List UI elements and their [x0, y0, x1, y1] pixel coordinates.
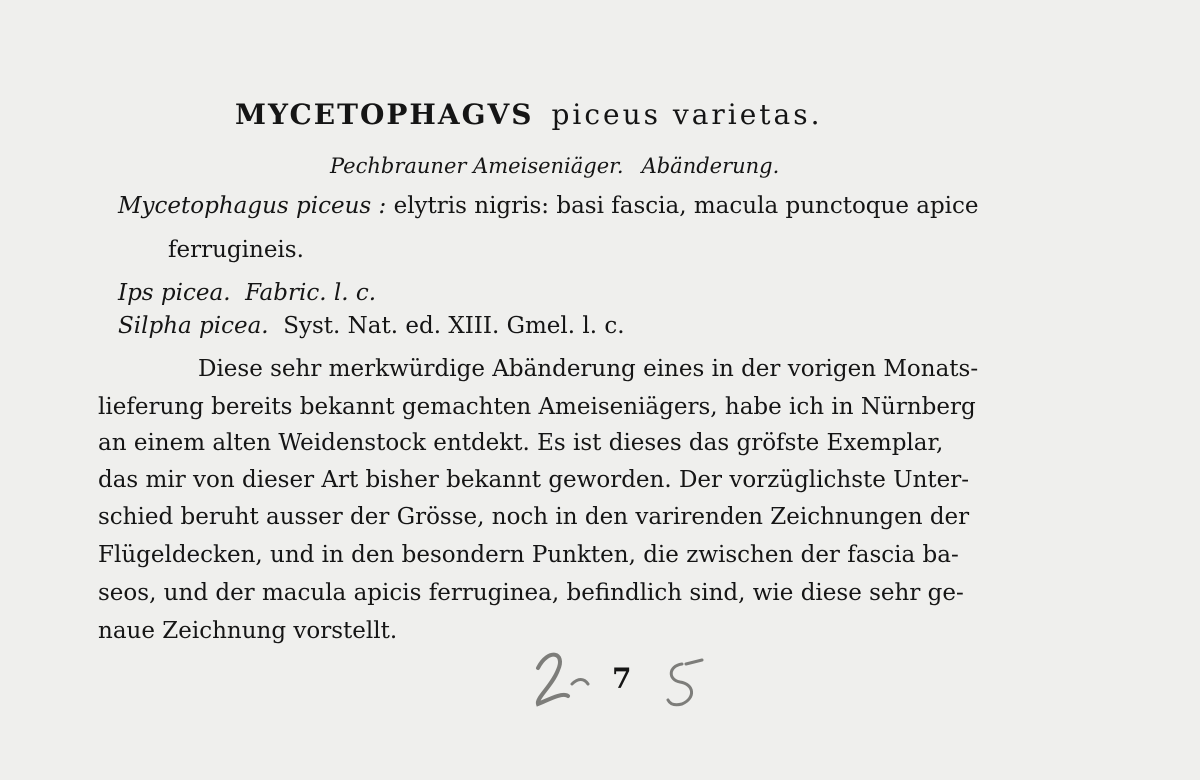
genus-name: MYCETOPHAGVS	[235, 98, 534, 131]
synonym-name: Mycetophagus piceus :	[118, 193, 387, 219]
paragraph-line: Diese sehr merkwürdige Abänderung eines in der vorigen Monats-	[198, 356, 979, 382]
paragraph-line: Flügeldecken, und in den besondern Punkten, die zwischen der fascia ba-	[98, 542, 959, 568]
paragraph-line: schied beruht ausser der Grösse, noch in den varirenden Zeichnungen der	[98, 504, 970, 530]
german-name: Pechbrauner Ameiseniäger.	[330, 154, 624, 178]
synonym-line	[118, 280, 376, 306]
synonym-continuation: ferrugineis.	[168, 237, 304, 263]
paragraph-line: lieferung bereits bekannt gemachten Ameiseniägers, habe ich in Nürnberg	[98, 394, 976, 420]
species-name: piceus varietas.	[551, 98, 823, 131]
synonym-description: Syst. Nat. ed. XIII. Gmel. l. c.	[283, 313, 625, 339]
synonym-description: elytris nigris: basi fascia, macula punctoque apice	[386, 193, 979, 219]
paragraph-line: an einem alten Weidenstock entdekt. Es ist dieses das gröfste Exemplar,	[98, 430, 944, 456]
german-subtitle	[330, 154, 779, 178]
species-title	[235, 98, 823, 131]
paragraph-line: seos, und der macula apicis ferruginea, befindlich sind, wie diese sehr ge-	[98, 580, 964, 606]
synonym-name: Ips picea.	[118, 280, 231, 306]
paragraph-line: das mir von dieser Art bisher bekannt geworden. Der vorzüglichste Unter-	[98, 467, 970, 493]
synonym-line	[118, 193, 979, 219]
page-number: 7	[612, 662, 632, 695]
synonym-description: Fabric. l. c.	[245, 280, 377, 306]
variation-label: Abänderung.	[641, 154, 780, 178]
synonym-line	[118, 313, 625, 339]
synonym-name: Silpha picea.	[118, 313, 269, 339]
paragraph-line: naue Zeichnung vorstellt.	[98, 618, 398, 644]
